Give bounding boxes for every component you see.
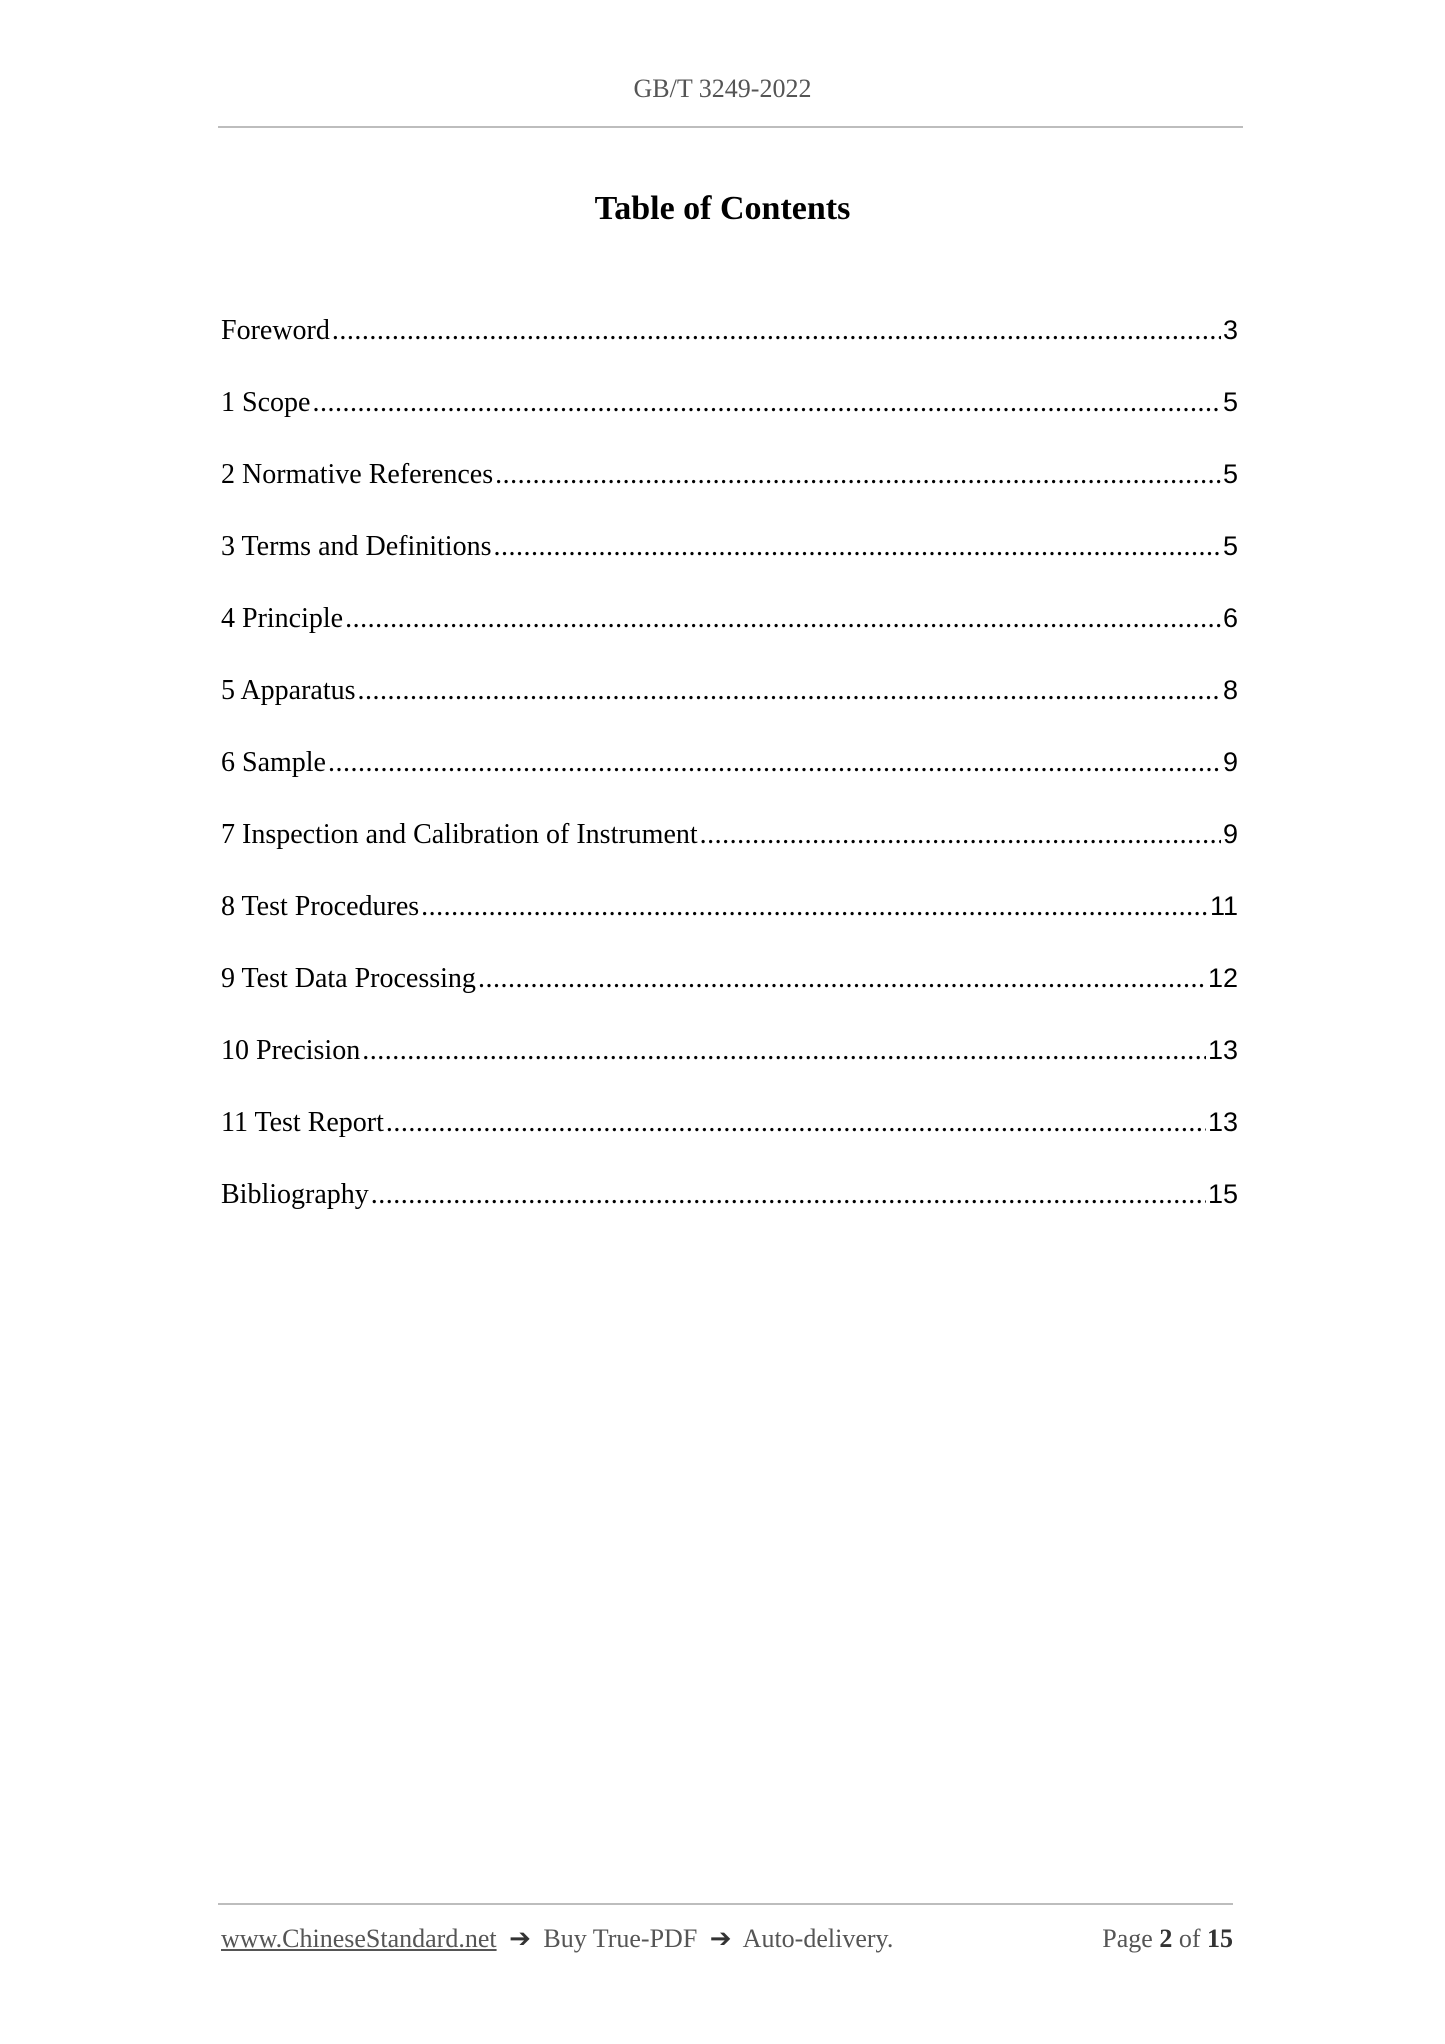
dot-leader <box>345 597 1221 641</box>
toc-entry-page: 5 <box>1222 459 1238 489</box>
arrow-right-icon: ➔ <box>509 1924 531 1953</box>
toc-entry-precision[interactable] <box>221 1028 1238 1100</box>
page-footer <box>221 1924 1233 1954</box>
toc-entry-bibliography[interactable] <box>221 1172 1238 1244</box>
toc-entry-label: 6 Sample <box>221 747 326 778</box>
toc-entry-page: 8 <box>1222 675 1238 705</box>
toc-entry-page: 13 <box>1207 1107 1238 1137</box>
toc-entry-page: 15 <box>1207 1179 1238 1209</box>
dot-leader <box>328 741 1221 785</box>
toc-entry-normative-references[interactable] <box>221 452 1238 524</box>
toc-entry-page: 5 <box>1222 387 1238 417</box>
toc-entry-label: 1 Scope <box>221 387 311 418</box>
toc-heading: Table of Contents <box>594 190 851 227</box>
footer-promo <box>221 1924 893 1954</box>
toc-entry-label: 3 Terms and Definitions <box>221 531 492 562</box>
site-link[interactable]: www.ChineseStandard.net <box>221 1924 497 1953</box>
total-pages-number: 15 <box>1207 1924 1233 1953</box>
toc-entry-page: 9 <box>1222 819 1238 849</box>
toc-entry-label: Bibliography <box>221 1179 369 1210</box>
toc-entry-label: 9 Test Data Processing <box>221 963 476 994</box>
toc-entry-page: 5 <box>1222 531 1238 561</box>
dot-leader <box>332 309 1221 353</box>
toc-list <box>221 308 1238 1244</box>
toc-entry-principle[interactable] <box>221 596 1238 668</box>
toc-entry-inspection-and-calibration[interactable] <box>221 812 1238 884</box>
toc-entry-page: 6 <box>1222 603 1238 633</box>
toc-entry-foreword[interactable] <box>221 308 1238 380</box>
toc-entry-test-data-processing[interactable] <box>221 956 1238 1028</box>
dot-leader <box>495 453 1221 497</box>
toc-entry-sample[interactable] <box>221 740 1238 812</box>
dot-leader <box>493 525 1220 569</box>
page-word: Page <box>1102 1924 1153 1953</box>
auto-delivery-text: Auto-delivery. <box>742 1924 894 1953</box>
footer-divider <box>218 1903 1233 1905</box>
toc-entry-test-procedures[interactable] <box>221 884 1238 956</box>
document-code-header: GB/T 3249-2022 <box>633 74 812 103</box>
toc-entry-page: 9 <box>1222 747 1238 777</box>
dot-leader <box>700 813 1221 857</box>
dot-leader <box>358 669 1221 713</box>
dot-leader <box>421 885 1208 929</box>
toc-entry-label: 2 Normative References <box>221 459 494 490</box>
dot-leader <box>362 1029 1206 1073</box>
dot-leader <box>478 957 1206 1001</box>
toc-entry-label: Foreword <box>221 315 330 346</box>
toc-entry-label: 11 Test Report <box>221 1107 384 1138</box>
toc-entry-terms-and-definitions[interactable] <box>221 524 1238 596</box>
header-divider <box>218 126 1243 128</box>
toc-entry-test-report[interactable] <box>221 1100 1238 1172</box>
toc-entry-page: 11 <box>1209 891 1238 921</box>
toc-entry-label: 10 Precision <box>221 1035 361 1066</box>
toc-entry-page: 3 <box>1222 315 1238 345</box>
toc-entry-page: 13 <box>1207 1035 1238 1065</box>
dot-leader <box>386 1101 1206 1145</box>
dot-leader <box>312 381 1221 425</box>
of-word: of <box>1178 1924 1201 1953</box>
toc-entry-label: 7 Inspection and Calibration of Instrument <box>221 819 698 850</box>
toc-entry-scope[interactable] <box>221 380 1238 452</box>
buy-true-pdf-text: Buy True-PDF <box>543 1924 698 1953</box>
page-indicator <box>1102 1924 1233 1954</box>
current-page-number: 2 <box>1159 1924 1173 1953</box>
toc-entry-label: 8 Test Procedures <box>221 891 420 922</box>
toc-entry-label: 5 Apparatus <box>221 675 356 706</box>
dot-leader <box>371 1173 1206 1217</box>
toc-entry-page: 12 <box>1207 963 1238 993</box>
toc-entry-apparatus[interactable] <box>221 668 1238 740</box>
arrow-right-icon: ➔ <box>709 1924 732 1953</box>
toc-entry-label: 4 Principle <box>221 603 344 634</box>
